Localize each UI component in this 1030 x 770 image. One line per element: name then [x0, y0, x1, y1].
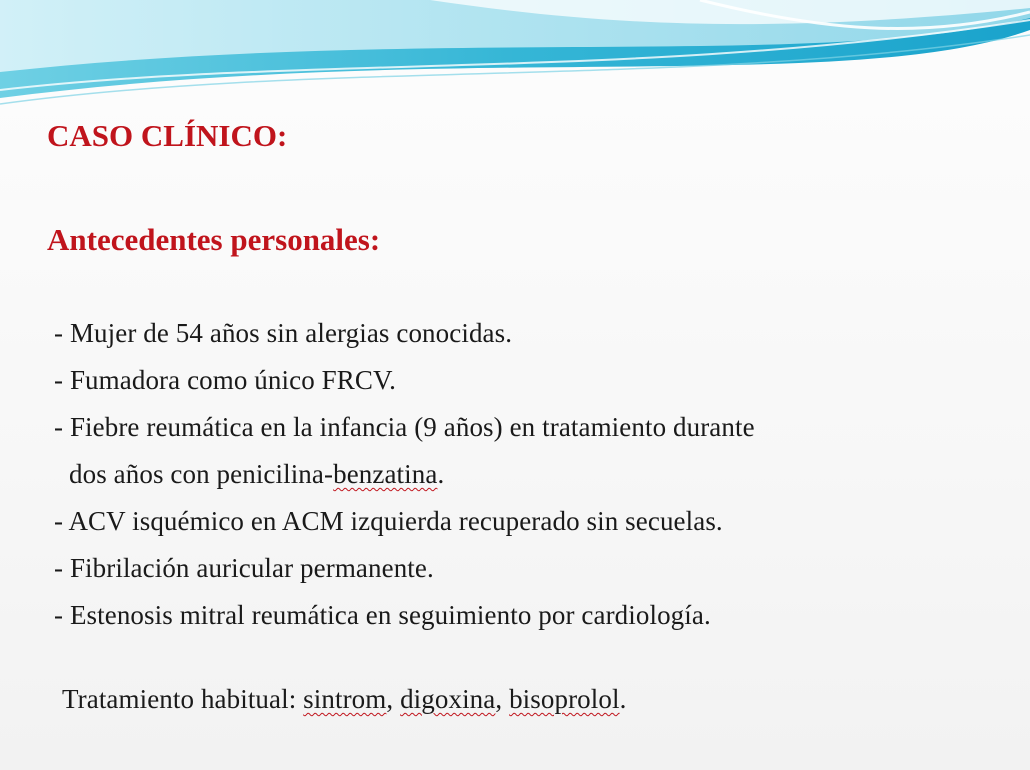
drug-bisoprolol: bisoprolol — [509, 684, 620, 714]
treatment-label: Tratamiento habitual: — [62, 684, 304, 714]
history-line: - Mujer de 54 años sin alergias conocidas. — [54, 318, 513, 348]
punctuation: . — [437, 459, 445, 489]
history-line: - Fumadora como único FRCV. — [54, 365, 396, 395]
history-line: - Estenosis mitral reumática en seguimiento por cardiología. — [54, 600, 711, 630]
history-line: - Fiebre reumática en la infancia (9 años) en tratamiento durante — [54, 412, 755, 442]
treatment-line — [62, 684, 626, 715]
history-line: - Fibrilación auricular permanente. — [54, 553, 434, 583]
header-wave-decoration — [0, 0, 1030, 110]
history-line: - ACV isquémico en ACM izquierda recuperado sin secuelas. — [54, 506, 723, 536]
separator: , — [386, 684, 401, 714]
drug-digoxina: digoxina — [400, 684, 496, 714]
continuation-text: dos años con penicilina- — [69, 459, 334, 489]
spellcheck-word: benzatina — [333, 459, 438, 489]
punctuation: . — [619, 684, 627, 714]
drug-sintrom: sintrom — [303, 684, 387, 714]
separator: , — [495, 684, 510, 714]
history-line-continuation — [69, 459, 444, 490]
slide-title: CASO CLÍNICO: — [47, 118, 288, 153]
section-heading: Antecedentes personales: — [47, 222, 381, 257]
